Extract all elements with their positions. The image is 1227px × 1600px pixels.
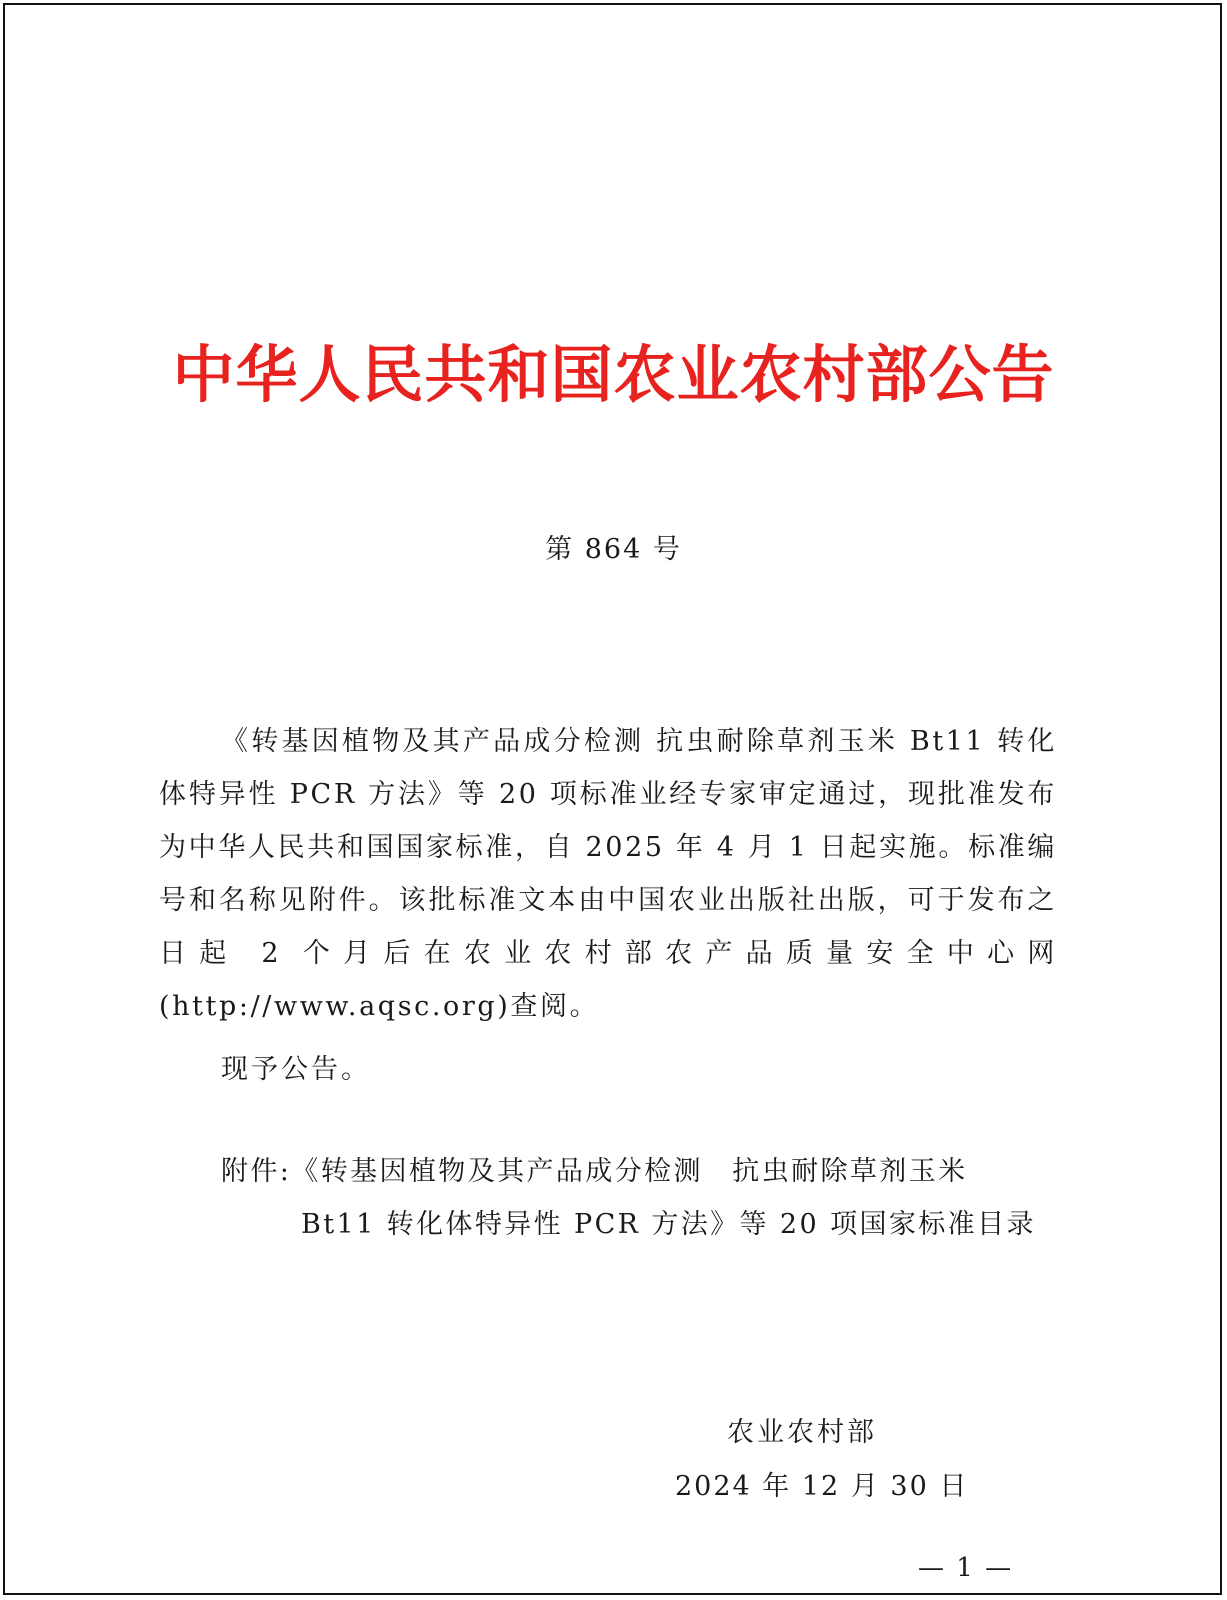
signer: 农业农村部: [727, 1417, 877, 1448]
attachment-line-1: 附件:《转基因植物及其产品成分检测 抗虫耐除草剂玉米: [221, 1156, 968, 1187]
closing-text: 现予公告。: [221, 1054, 371, 1085]
document-number: 第 864 号: [545, 534, 682, 565]
page-number: — 1 —: [918, 1553, 1014, 1583]
document-title: 中华人民共和国农业农村部公告: [172, 338, 1055, 411]
attachment-line-2: Bt11 转化体特异性 PCR 方法》等 20 项国家标准目录: [301, 1209, 1036, 1240]
sign-date: 2024 年 12 月 30 日: [675, 1471, 969, 1502]
attachment-note: [221, 1145, 1057, 1251]
body-paragraph: 《转基因植物及其产品成分检测 抗虫耐除草剂玉米 Bt11 转化体特异性 PCR 方法》等 20 项标准业经专家审定通过，现批准发布为中华人民共和国国家标准，自 2025 年 4 月 1 日起实施。标准编号和名称见附件。该批标准文本由中国农业出版社出版，可于发布之日起 2 个月后在农业农村部农产品质量安全中心网(http://www.aqsc.org)查阅。: [159, 726, 1057, 1022]
